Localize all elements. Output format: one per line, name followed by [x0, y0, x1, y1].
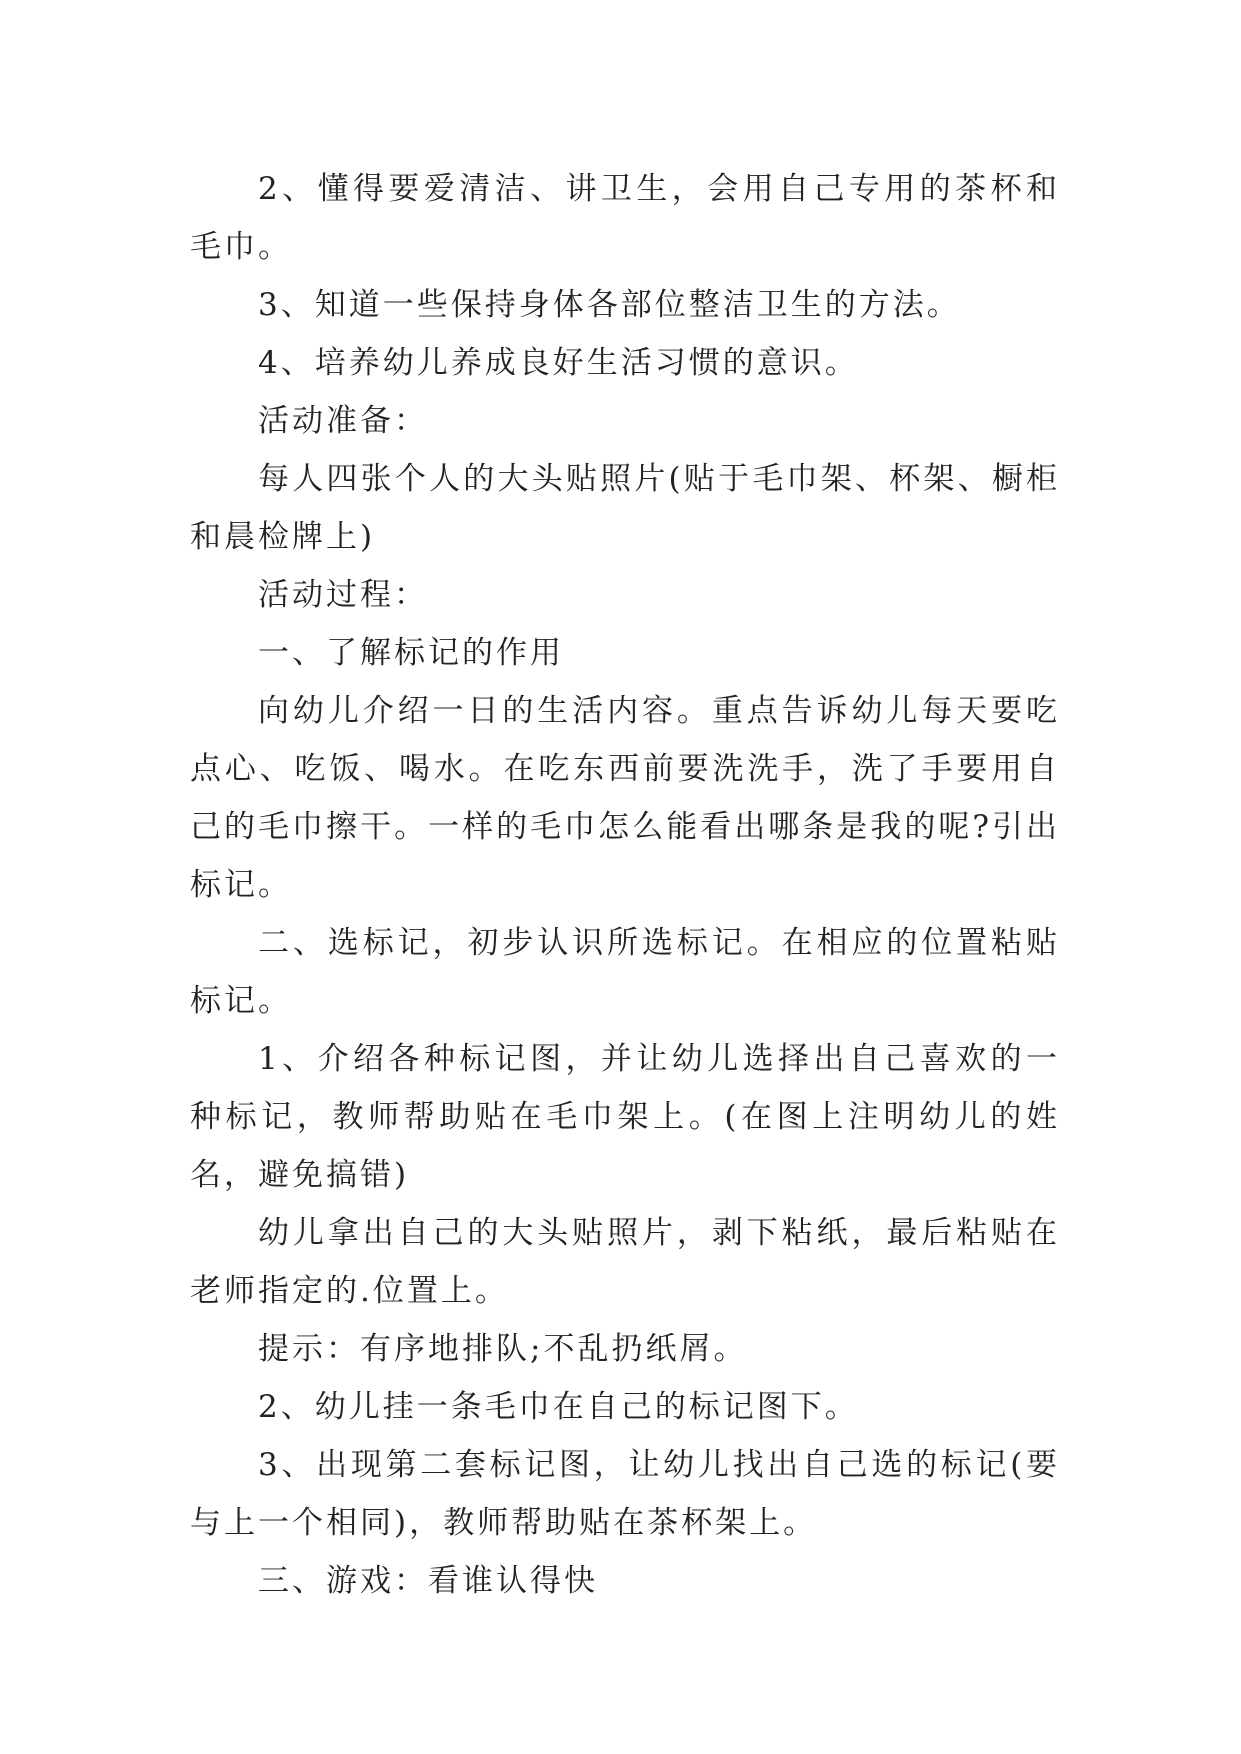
paragraph-goal-2: 2、懂得要爱清洁、讲卫生，会用自己专用的茶杯和毛巾。 — [190, 171, 1060, 265]
paragraph-tip: 提示：有序地排队;不乱扔纸屑。 — [258, 1331, 748, 1367]
paragraph-step-2-2: 2、幼儿挂一条毛巾在自己的标记图下。 — [258, 1389, 859, 1425]
paragraph-step-2-1: 1、介绍各种标记图，并让幼儿选择出自己喜欢的一种标记，教师帮助贴在毛巾架上。(在图上注明幼儿的姓名，避免搞错) — [190, 1041, 1060, 1193]
paragraph-goal-4: 4、培养幼儿养成良好生活习惯的意识。 — [258, 345, 859, 381]
heading-process: 活动过程： — [258, 577, 428, 613]
paragraph-preparation: 每人四张个人的大头贴照片(贴于毛巾架、杯架、橱柜和晨检牌上) — [190, 461, 1060, 555]
heading-step-2: 二、选标记，初步认识所选标记。在相应的位置粘贴标记。 — [190, 925, 1060, 1019]
heading-preparation: 活动准备： — [258, 403, 428, 439]
paragraph-goal-3: 3、知道一些保持身体各部位整洁卫生的方法。 — [258, 287, 961, 323]
heading-step-3: 三、游戏：看谁认得快 — [258, 1563, 598, 1599]
heading-step-1: 一、了解标记的作用 — [258, 635, 564, 671]
paragraph-step-1: 向幼儿介绍一日的生活内容。重点告诉幼儿每天要吃点心、吃饭、喝水。在吃东西前要洗洗手，洗了手要用自己的毛巾擦干。一样的毛巾怎么能看出哪条是我的呢?引出标记。 — [190, 693, 1060, 903]
document-body — [190, 160, 1060, 1610]
paragraph-step-2-3: 3、出现第二套标记图，让幼儿找出自己选的标记(要与上一个相同)，教师帮助贴在茶杯架上。 — [190, 1447, 1060, 1541]
paragraph-step-2-photo: 幼儿拿出自己的大头贴照片，剥下粘纸，最后粘贴在老师指定的.位置上。 — [190, 1215, 1060, 1309]
